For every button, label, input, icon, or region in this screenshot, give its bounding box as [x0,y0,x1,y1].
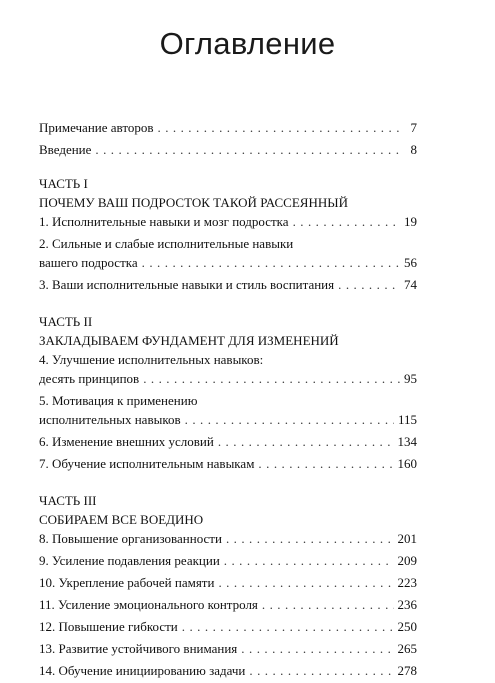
dot-leader [218,432,394,451]
toc-entry[interactable] [39,639,417,658]
toc-entry[interactable] [39,661,417,680]
toc-entry-multiline[interactable] [39,234,417,272]
entry-title: Примечание авторов [39,120,154,135]
dot-leader [142,253,400,272]
toc-entry[interactable] [39,410,417,429]
entry-title: 9. Усиление подавления реакции [39,553,220,568]
page-number: 56 [404,255,417,270]
toc-entry[interactable] [39,595,417,614]
table-of-contents [39,118,417,683]
page-number: 134 [397,434,417,449]
entry-title: 8. Повышение организованности [39,531,222,546]
dot-leader [338,275,400,294]
entry-title: 12. Повышение гибкости [39,619,178,634]
dot-leader [182,617,394,636]
part-label: ЧАСТЬ III [39,493,97,508]
page-number: 265 [397,641,417,656]
dot-leader [95,140,401,159]
page-number: 278 [397,663,417,678]
dot-leader [262,595,394,614]
page-number: 95 [404,371,417,386]
toc-entry[interactable] [39,573,417,592]
entry-title: исполнительных навыков [39,412,181,427]
toc-entry[interactable] [39,118,417,137]
dot-leader [226,529,394,548]
part-title: СОБИРАЕМ ВСЕ ВОЕДИНО [39,512,204,527]
dot-leader [249,661,393,680]
spacer [39,294,417,297]
entry-title: 14. Обучение инициированию задачи [39,663,246,678]
toc-entry[interactable] [39,551,417,570]
toc-entry[interactable] [39,212,417,231]
dot-leader [224,551,394,570]
dot-leader [185,410,394,429]
entry-title: 6. Изменение внешних условий [39,434,214,449]
toc-entry[interactable] [39,432,417,451]
dot-leader [241,639,393,658]
part-label: ЧАСТЬ II [39,314,93,329]
entry-title: Введение [39,142,92,157]
toc-entry[interactable] [39,140,417,159]
entry-title: 7. Обучение исполнительным навыкам [39,456,255,471]
page-number: 250 [397,619,417,634]
part-title: ЗАКЛАДЫВАЕМ ФУНДАМЕНТ ДЛЯ ИЗМЕНЕНИЙ [39,333,339,348]
dot-leader [158,118,402,137]
entry-title-line: 4. Улучшение исполнительных навыков: [39,352,264,367]
dot-leader [258,454,393,473]
toc-entry-multiline[interactable] [39,350,417,388]
dot-leader [143,369,400,388]
toc-entry[interactable] [39,529,417,548]
toc-entry-multiline[interactable] [39,391,417,429]
toc-entry[interactable] [39,454,417,473]
entry-title: 1. Исполнительные навыки и мозг подростка [39,214,289,229]
part-title: ПОЧЕМУ ВАШ ПОДРОСТОК ТАКОЙ РАССЕЯННЫЙ [39,195,348,210]
toc-entry[interactable] [39,369,417,388]
page-number: 160 [397,456,417,471]
entry-title: вашего подростка [39,255,138,270]
dot-leader [218,573,393,592]
entry-title: 13. Развитие устойчивого внимания [39,641,238,656]
entry-title-line: 2. Сильные и слабые исполнительные навыки [39,236,294,251]
page-number: 209 [397,553,417,568]
toc-entry[interactable] [39,253,417,272]
spacer [39,473,417,476]
entry-title-line: 5. Мотивация к применению [39,393,198,408]
entry-title: 10. Укрепление рабочей памяти [39,575,215,590]
toc-entry[interactable] [39,617,417,636]
entry-title: десять принципов [39,371,140,386]
page-title: Оглавление [159,26,336,61]
page-number: 115 [397,412,417,427]
page-number: 236 [397,597,417,612]
page-number: 7 [410,120,417,135]
page-number: 223 [397,575,417,590]
toc-entry[interactable] [39,275,417,294]
part-label: ЧАСТЬ I [39,176,88,191]
page-number: 201 [397,531,417,546]
entry-title: 11. Усиление эмоционального контроля [39,597,258,612]
entry-title: 3. Ваши исполнительные навыки и стиль воспитания [39,277,335,292]
page-number: 19 [404,214,417,229]
page-number: 74 [404,277,417,292]
page-number: 8 [410,142,417,157]
dot-leader [293,212,400,231]
